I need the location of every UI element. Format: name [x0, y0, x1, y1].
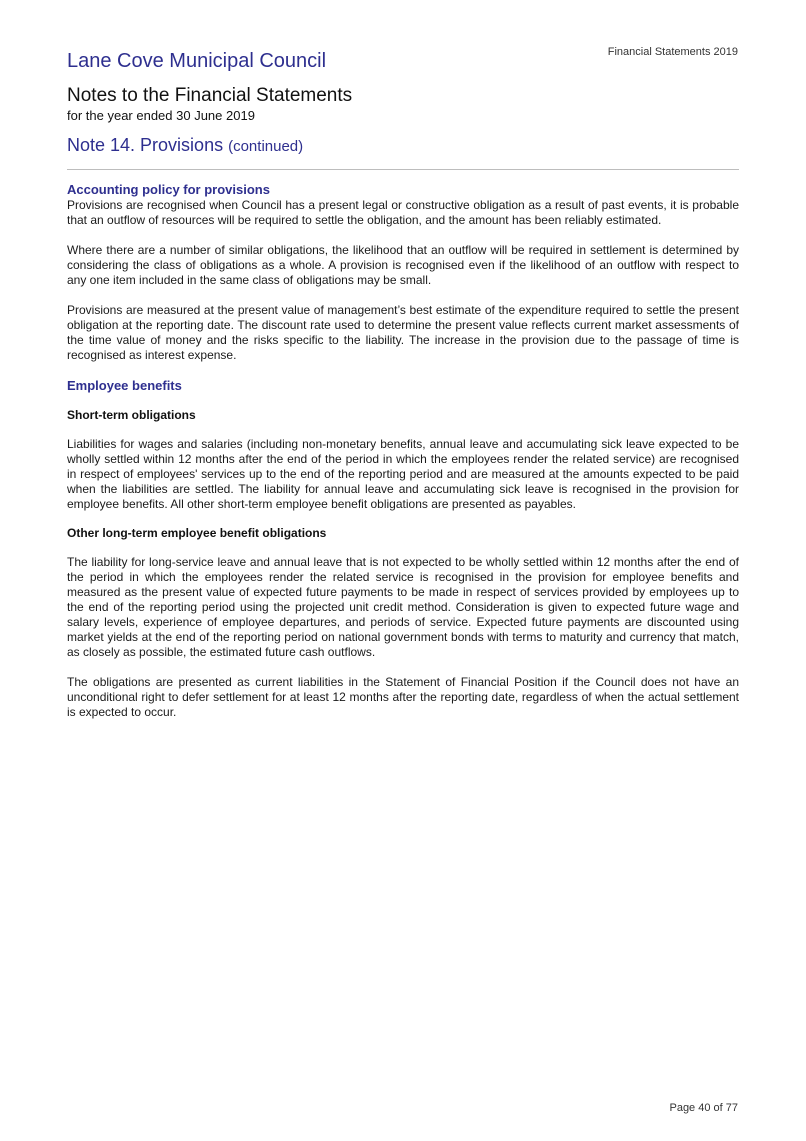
organization-name: Lane Cove Municipal Council — [67, 50, 327, 72]
header-divider — [67, 169, 739, 170]
accounting-policy-paragraph-2: Where there are a number of similar obligations, the likelihood that an outflow will be required in settlement is determined by considering the class of obligations as a whole. A provision is recognised even if the likelihood of an outflow with respect to any one item included in the same class of obligations may be small. — [67, 243, 739, 287]
accounting-policy-paragraph-3: Provisions are measured at the present value of management’s best estimate of the expenditure required to settle the present obligation at the reporting date. The discount rate used to determine the present value reflects current market assessments of the time value of money and the risks specific to the liability. The increase in the provision due to the passage of time is recognised as interest expense. — [67, 303, 739, 362]
note-title — [67, 135, 303, 156]
note-content — [67, 182, 739, 720]
report-label: Financial Statements 2019 — [607, 46, 738, 58]
accounting-policy-heading: Accounting policy for provisions — [67, 182, 270, 197]
long-term-obligations-heading: Other long-term employee benefit obligations — [67, 526, 327, 540]
employee-benefits-heading: Employee benefits — [67, 378, 182, 393]
short-term-obligations-heading: Short-term obligations — [67, 408, 196, 422]
document-subtitle: for the year ended 30 June 2019 — [67, 108, 255, 123]
short-term-obligations-paragraph: Liabilities for wages and salaries (including non-monetary benefits, annual leave and accumulating sick leave expected to be wholly settled within 12 months after the end of the period in which the employees render the related service) are recognised in respect of employees' services up to the end of the reporting period and are measured at the amounts expected to be paid when the liabilities are settled. The liability for annual leave and accumulating sick leave is recognised in the provision for employee benefits. All other short-term employee benefit obligations are presented as payables. — [67, 437, 739, 511]
long-term-obligations-paragraph-2: The obligations are presented as current liabilities in the Statement of Financial Position if the Council does not have an unconditional right to defer settlement for at least 12 months after the reporting date, regardless of when the actual settlement is expected to occur. — [67, 675, 739, 719]
accounting-policy-paragraph-1: Provisions are recognised when Council has a present legal or constructive obligation as a result of past events, it is probable that an outflow of resources will be required to settle the obligation, and the amount has been reliably estimated. — [67, 198, 739, 227]
page-number: Page 40 of 77 — [669, 1102, 738, 1114]
document-title: Notes to the Financial Statements — [67, 85, 353, 106]
note-title-text: Note 14. Provisions — [67, 135, 224, 155]
long-term-obligations-paragraph-1: The liability for long-service leave and annual leave that is not expected to be wholly settled within 12 months after the end of the period in which the employees render the related service is recognised in the provision for employee benefits and measured as the present value of expected future payments to be made in respect of services provided by employees up to the end of the reporting period using the projected unit credit method. Consideration is given to expected future wage and salary levels, experience of employee departures, and periods of service. Expected future payments are discounted using market yields at the end of the reporting period on national government bonds with terms to maturity and currency that match, as closely as possible, the estimated future cash outflows. — [67, 555, 739, 659]
note-continued-label: (continued) — [228, 138, 304, 155]
